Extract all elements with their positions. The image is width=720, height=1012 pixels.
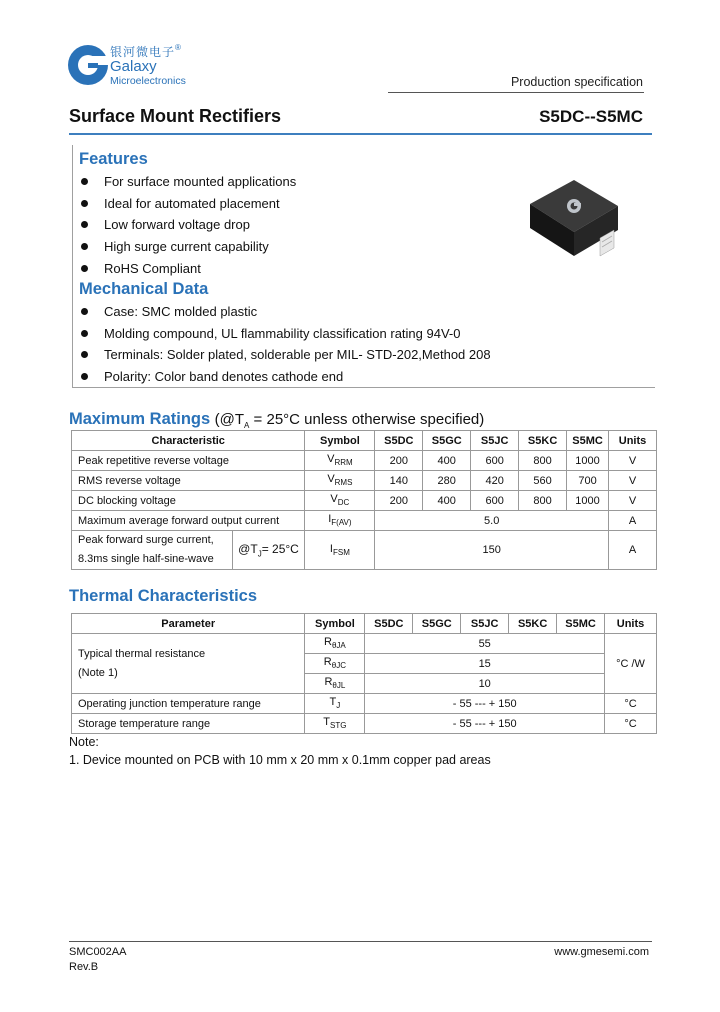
features-list	[78, 171, 508, 279]
table-header-row	[72, 431, 657, 451]
doc-number: SMC002AA	[69, 946, 127, 958]
bullet-icon	[81, 330, 88, 337]
company-name-cn: 银河微电子®	[110, 43, 182, 59]
table-row: Operating junction temperature range $T_J$ - 55 --- + 150 °C	[72, 694, 657, 714]
title-rule	[69, 133, 652, 135]
table-row: $R_{\theta JC}$ 15	[72, 654, 657, 674]
list-item: Case: SMC molded plastic	[78, 301, 638, 323]
header-rule	[388, 92, 644, 93]
page-title: Surface Mount Rectifiers	[69, 106, 282, 126]
table-row: RMS reverse voltage $V_{RMS}$ 140 280 420 560 700 V	[72, 471, 657, 491]
col-header: S5JC	[461, 614, 509, 634]
registered-mark: ®	[175, 43, 182, 52]
list-item: High surge current capability	[78, 236, 508, 258]
ratings-heading: Maximum Ratings ($@T_A = 25^\circ C$ unless otherwise specified)	[69, 410, 485, 430]
table-row: Peak forward surge current, 8.3ms single half-sine-wave $@T_J= 25^\circ C$ $I_{FSM}$ 150 A	[72, 531, 657, 570]
list-item: Low forward voltage drop	[78, 214, 508, 236]
col-header: S5GC	[423, 431, 471, 451]
revision: Rev.B	[69, 961, 99, 973]
company-name-en: Galaxy	[110, 58, 157, 75]
bullet-icon	[81, 373, 88, 380]
col-header: Units	[609, 431, 657, 451]
table-header-row	[72, 614, 657, 634]
company-subtitle: Microelectronics	[110, 75, 186, 87]
bullet-icon	[81, 243, 88, 250]
bullet-icon	[81, 265, 88, 272]
part-range: S5DC--S5MC	[539, 107, 643, 126]
mechanical-heading: Mechanical Data	[79, 280, 209, 298]
ratings-table	[71, 430, 657, 570]
col-header: S5GC	[413, 614, 461, 634]
thermal-heading: Thermal Characteristics	[69, 587, 258, 605]
bullet-icon	[81, 178, 88, 185]
col-header: Symbol	[305, 431, 375, 451]
spec-label: Production specification	[510, 75, 643, 89]
smc-package-image	[522, 176, 622, 264]
list-item: For surface mounted applications	[78, 171, 508, 193]
table-row: Storage temperature range $T_{STG}$ - 55 --- + 150 °C	[72, 714, 657, 734]
col-header: S5MC	[557, 614, 605, 634]
list-item: Molding compound, UL flammability classification rating 94V-0	[78, 323, 638, 345]
bullet-icon	[81, 200, 88, 207]
col-header: Characteristic	[72, 431, 305, 451]
features-heading: Features	[79, 150, 148, 168]
table-row: Maximum average forward output current $I_{F(AV)}$ 5.0 A	[72, 511, 657, 531]
mechanical-list	[78, 301, 638, 388]
bullet-icon	[81, 308, 88, 315]
list-item: Ideal for automated placement	[78, 193, 508, 215]
note	[69, 733, 491, 769]
thermal-table	[71, 613, 657, 734]
col-header: S5DC	[375, 431, 423, 451]
col-header: S5MC	[567, 431, 609, 451]
list-item: Polarity: Color band denotes cathode end	[78, 366, 638, 388]
col-header: S5DC	[365, 614, 413, 634]
table-row: $R_{\theta JL}$ 10	[72, 674, 657, 694]
galaxy-logo-icon	[66, 42, 110, 88]
col-header: Parameter	[72, 614, 305, 634]
col-header: S5KC	[509, 614, 557, 634]
col-header: S5KC	[519, 431, 567, 451]
bullet-icon	[81, 351, 88, 358]
note-text: 1. Device mounted on PCB with 10 mm x 20 mm x 0.1mm copper pad areas	[69, 753, 491, 767]
note-title: Note:	[69, 735, 99, 749]
list-item: Terminals: Solder plated, solderable per MIL- STD-202,Method 208	[78, 344, 638, 366]
website-link[interactable]: www.gmesemi.com	[554, 946, 649, 958]
col-header: S5JC	[471, 431, 519, 451]
table-row: DC blocking voltage $V_{DC}$ 200 400 600 800 1000 V	[72, 491, 657, 511]
col-header: Symbol	[305, 614, 365, 634]
col-header: Units	[605, 614, 657, 634]
list-item: RoHS Compliant	[78, 258, 508, 280]
table-row: Typical thermal resistance (Note 1) $R_{\theta JA}$ 55 °C /W	[72, 634, 657, 654]
bullet-icon	[81, 221, 88, 228]
table-row: Peak repetitive reverse voltage $V_{RRM}$ 200 400 600 800 1000 V	[72, 451, 657, 471]
footer-rule	[69, 941, 652, 942]
